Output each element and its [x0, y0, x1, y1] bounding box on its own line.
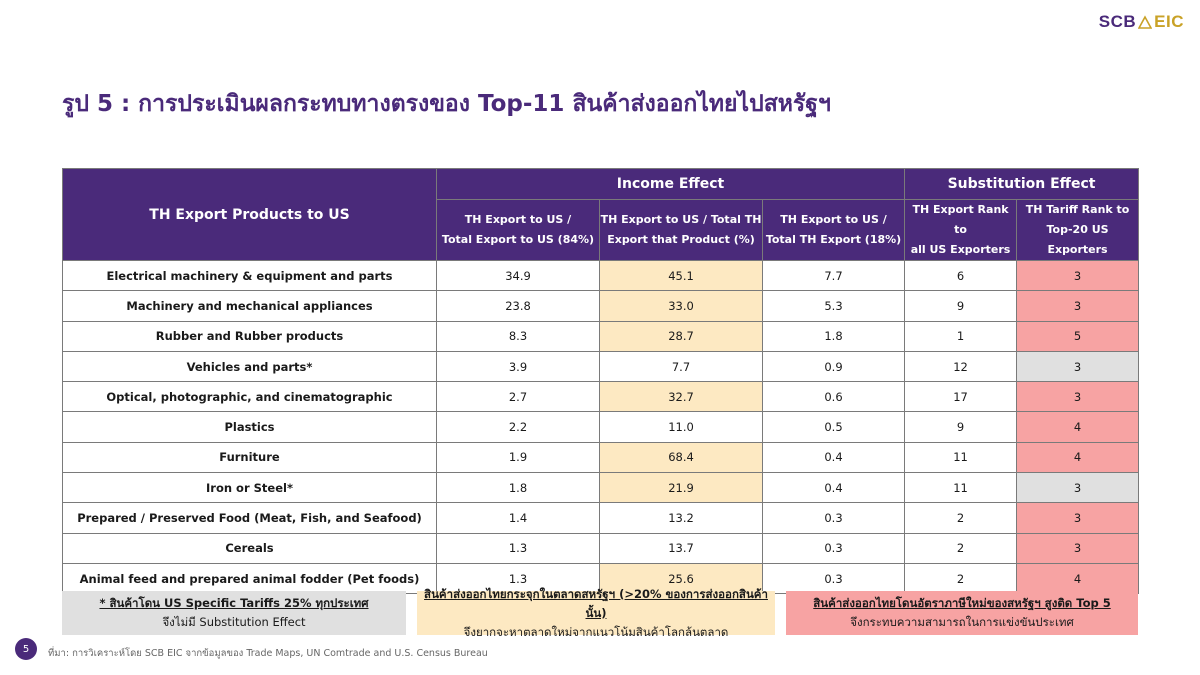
value-cell-c2: 32.7 — [600, 382, 763, 412]
value-cell-c5: 3 — [1017, 533, 1139, 563]
legend-yellow-line2: จึงยากจะหาตลาดใหม่จากแนวโน้มสินค้าโลกล้นตลาด — [463, 624, 729, 639]
sub-header-1 — [437, 200, 600, 261]
product-name-cell: Machinery and mechanical appliances — [63, 291, 437, 321]
product-name-cell: Optical, photographic, and cinematographic — [63, 382, 437, 412]
export-impact-table — [62, 168, 1139, 594]
value-cell-c1: 23.8 — [437, 291, 600, 321]
value-cell-c3: 0.4 — [763, 442, 905, 472]
page-title: รูป 5 : การประเมินผลกระทบทางตรงของ Top-11 สินค้าส่งออกไทยไปสหรัฐฯ — [62, 91, 831, 117]
table-row — [63, 442, 1139, 472]
value-cell-c2: 68.4 — [600, 442, 763, 472]
product-column-header: TH Export Products to US — [63, 169, 437, 261]
value-cell-c4: 2 — [905, 563, 1017, 593]
value-cell-c1: 1.4 — [437, 503, 600, 533]
value-cell-c5: 4 — [1017, 442, 1139, 472]
value-cell-c4: 6 — [905, 261, 1017, 291]
sub-header-line2: Top-20 US Exporters — [1046, 223, 1109, 256]
value-cell-c5: 3 — [1017, 382, 1139, 412]
value-cell-c1: 1.9 — [437, 442, 600, 472]
value-cell-c1: 2.7 — [437, 382, 600, 412]
sub-header-5 — [1017, 200, 1139, 261]
product-name-cell: Electrical machinery & equipment and parts — [63, 261, 437, 291]
sub-header-4 — [905, 200, 1017, 261]
legend-grey — [62, 591, 406, 635]
value-cell-c2: 13.2 — [600, 503, 763, 533]
sub-header-2 — [600, 200, 763, 261]
sub-header-line1: TH Export Rank to — [912, 203, 1009, 236]
legend-red — [786, 591, 1138, 635]
product-name-cell: Prepared / Preserved Food (Meat, Fish, and Seafood) — [63, 503, 437, 533]
product-name-cell: Iron or Steel* — [63, 473, 437, 503]
value-cell-c1: 1.3 — [437, 533, 600, 563]
substitution-effect-header: Substitution Effect — [905, 169, 1139, 200]
value-cell-c4: 9 — [905, 412, 1017, 442]
sub-header-line1: TH Export to US / — [780, 213, 887, 226]
table-row — [63, 473, 1139, 503]
legend-red-line2: จึงกระทบความสามารถในการแข่งขันประเทศ — [850, 615, 1074, 629]
value-cell-c5: 3 — [1017, 503, 1139, 533]
value-cell-c2: 21.9 — [600, 473, 763, 503]
sub-header-line1: TH Export to US / — [464, 213, 572, 226]
sub-header-line2: Export that Product (%) — [607, 233, 755, 246]
product-name-cell: Cereals — [63, 533, 437, 563]
page-number: 5 — [15, 638, 37, 660]
value-cell-c5: 3 — [1017, 473, 1139, 503]
sub-header-line1: TH Tariff Rank to — [1025, 203, 1130, 216]
legend-red-line1: สินค้าส่งออกไทยโดนอัตราภาษีใหม่ของสหรัฐฯ สูงติด Top 5 — [813, 596, 1111, 610]
sub-header-line2: Total Export to US (84%) — [441, 233, 595, 246]
value-cell-c3: 0.4 — [763, 473, 905, 503]
value-cell-c3: 1.8 — [763, 321, 905, 351]
value-cell-c4: 12 — [905, 351, 1017, 381]
legend-yellow — [417, 586, 775, 639]
value-cell-c3: 0.3 — [763, 563, 905, 593]
value-cell-c1: 1.3 — [437, 563, 600, 593]
value-cell-c3: 7.7 — [763, 261, 905, 291]
scb-eic-logo — [1099, 12, 1184, 32]
value-cell-c3: 5.3 — [763, 291, 905, 321]
income-effect-header: Income Effect — [437, 169, 905, 200]
source-note: ที่มา: การวิเคราะห์โดย SCB EIC จากข้อมูลของ Trade Maps, UN Comtrade and U.S. Census Bureau — [48, 648, 488, 659]
value-cell-c5: 3 — [1017, 261, 1139, 291]
legend-grey-line1: * สินค้าโดน US Specific Tariffs 25% ทุกประเทศ — [99, 596, 369, 610]
value-cell-c3: 0.3 — [763, 503, 905, 533]
value-cell-c2: 11.0 — [600, 412, 763, 442]
legend-yellow-line1: สินค้าส่งออกไทยกระจุกในตลาดสหรัฐฯ (>20% ของการส่งออกสินค้านั้น) — [424, 586, 768, 620]
value-cell-c2: 28.7 — [600, 321, 763, 351]
product-name-cell: Furniture — [63, 442, 437, 472]
legend-grey-line2: จึงไม่มี Substitution Effect — [162, 615, 306, 629]
value-cell-c3: 0.9 — [763, 351, 905, 381]
value-cell-c1: 8.3 — [437, 321, 600, 351]
sub-header-3 — [763, 200, 905, 261]
product-name-cell: Rubber and Rubber products — [63, 321, 437, 351]
table-row — [63, 382, 1139, 412]
value-cell-c4: 1 — [905, 321, 1017, 351]
logo-text-eic: EIC — [1154, 12, 1184, 31]
value-cell-c4: 2 — [905, 533, 1017, 563]
table-row — [63, 351, 1139, 381]
value-cell-c2: 13.7 — [600, 533, 763, 563]
sub-header-line2: all US Exporters — [910, 243, 1011, 256]
value-cell-c3: 0.5 — [763, 412, 905, 442]
value-cell-c1: 34.9 — [437, 261, 600, 291]
value-cell-c2: 45.1 — [600, 261, 763, 291]
value-cell-c4: 2 — [905, 503, 1017, 533]
value-cell-c1: 3.9 — [437, 351, 600, 381]
value-cell-c4: 11 — [905, 473, 1017, 503]
value-cell-c5: 5 — [1017, 321, 1139, 351]
value-cell-c3: 0.3 — [763, 533, 905, 563]
table-row — [63, 261, 1139, 291]
value-cell-c1: 2.2 — [437, 412, 600, 442]
value-cell-c5: 4 — [1017, 412, 1139, 442]
sub-header-line1: TH Export to US / Total TH — [600, 213, 762, 226]
table-row — [63, 321, 1139, 351]
value-cell-c5: 3 — [1017, 351, 1139, 381]
value-cell-c1: 1.8 — [437, 473, 600, 503]
value-cell-c3: 0.6 — [763, 382, 905, 412]
product-name-cell: Plastics — [63, 412, 437, 442]
value-cell-c5: 4 — [1017, 563, 1139, 593]
product-name-cell: Animal feed and prepared animal fodder (Pet foods) — [63, 563, 437, 593]
value-cell-c5: 3 — [1017, 291, 1139, 321]
product-name-cell: Vehicles and parts* — [63, 351, 437, 381]
value-cell-c4: 9 — [905, 291, 1017, 321]
sub-header-line2: Total TH Export (18%) — [765, 233, 902, 246]
logo-text-scb: SCB — [1098, 12, 1137, 31]
value-cell-c2: 25.6 — [600, 563, 763, 593]
house-icon — [1138, 15, 1152, 29]
value-cell-c4: 17 — [905, 382, 1017, 412]
table-row — [63, 503, 1139, 533]
value-cell-c2: 33.0 — [600, 291, 763, 321]
table-row — [63, 291, 1139, 321]
value-cell-c2: 7.7 — [600, 351, 763, 381]
table-row — [63, 412, 1139, 442]
table-row — [63, 533, 1139, 563]
value-cell-c4: 11 — [905, 442, 1017, 472]
